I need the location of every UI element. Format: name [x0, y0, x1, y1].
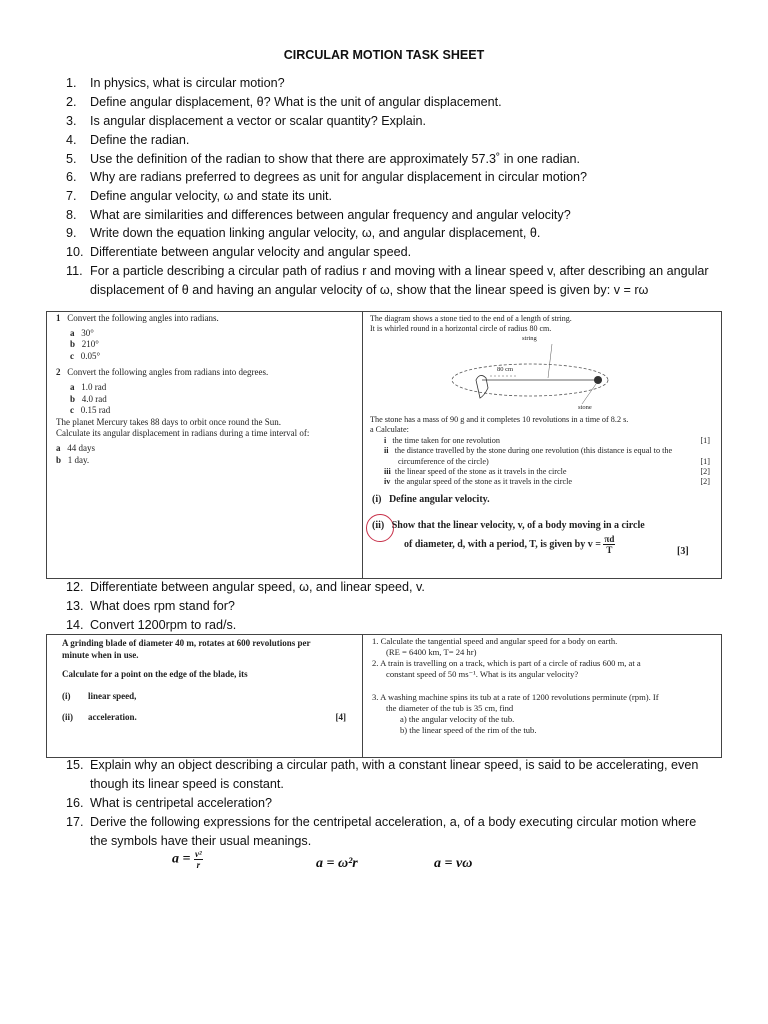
box2-right-border: [721, 634, 722, 758]
question-7: 7. Define angular velocity, ω and state its unit.: [66, 189, 333, 203]
box-right-border: [721, 311, 722, 579]
box-top-border: [46, 311, 722, 312]
question-17: 17. Derive the following expressions for the centripetal acceleration, a, of a body executing circular motion where the symbols have their usual meanings.: [66, 815, 697, 848]
radius-label: 80 cm: [497, 366, 514, 373]
stone-dot: [594, 376, 602, 384]
page-title: CIRCULAR MOTION TASK SHEET: [283, 48, 485, 62]
question-12: 12. Differentiate between angular speed, ω, and linear speed, v.: [66, 580, 425, 594]
whirling-stone-diagram: [440, 334, 620, 412]
string-label: string: [522, 335, 537, 342]
question-10: 10. Differentiate between angular velocity and angular speed.: [66, 245, 412, 259]
formula-v-omega: a = vω: [434, 856, 473, 871]
string-pointer: [548, 344, 552, 378]
box2-left-border: [46, 634, 47, 758]
box-left-border: [46, 311, 47, 579]
stone-exercise: The diagram shows a stone tied to the end of a length of string. It is whirled round in a horizontal circle of radius 80 cm.: [370, 314, 572, 333]
question-4: 4. Define the radian.: [66, 133, 190, 147]
question-14: 14. Convert 1200rpm to rad/s.: [66, 618, 237, 632]
question-9: 9. Write down the equation linking angular velocity, ω, and angular displacement, θ.: [66, 226, 541, 240]
question-16: 16. What is centripetal acceleration?: [66, 796, 273, 810]
question-15: 15. Explain why an object describing a circular path, with a constant linear speed, is said to be accelerating, even though its linear speed is constant.: [66, 758, 699, 791]
stone-pointer: [582, 384, 596, 404]
box2-divider: [362, 634, 363, 758]
formula-v-squared-over-r: a = $\frac{\text{v²}}{r}$: [172, 849, 202, 870]
question-1: 1. In physics, what is circular motion?: [66, 76, 285, 90]
question-11: 11. For a particle describing a circular path of radius r and moving with a linear speed v, after describing an angular displacement of θ and having an angular velocity of ω, show that the linear speed is given by: v = rω: [66, 264, 709, 297]
question-5: 5. Use the definition of the radian to show that there are approximately 57.3˚ in one radian.: [66, 152, 581, 166]
speed-exercises: 1. Calculate the tangential speed and angular speed for a body on earth. (RE = 6400 km, T= 24 hr) 2. A train is travelling on a track, which is part of a circle of radius 600 m, at a constant speed of 50 ms⁻¹. What is its angular velocity? 3. A washing machine spins its tub at a rate of 1200 revolutions perminute (rpm). If the diameter of the tub is 35 cm, find a) the angular velocity of the tub. b) the linear speed of the rim of the tub.: [372, 636, 659, 735]
formula-omega-squared-r: a = ω²r: [316, 856, 358, 871]
define-angular-velocity: (i) Define angular velocity.: [372, 494, 490, 505]
marks-3: [3]: [677, 546, 689, 557]
hand-icon: [476, 375, 488, 398]
fraction-pid-over-t: $\frac{\pi d}{T}$: [604, 534, 615, 555]
question-2: 2. Define angular displacement, θ? What is the unit of angular displacement.: [66, 95, 502, 109]
angles-exercise: 1 Convert the following angles into radians. a 30° b 210° c 0.05° 2 Convert the following angles from radians into degrees. a 1.0 rad b 4.0 rad c 0.15 rad The planet Mercury takes 88 days to orbit once round the Sun. Calculate its angular displacement in radians during a time interval of: a 44 days b 1 day.: [56, 313, 310, 465]
stone-label: stone: [578, 404, 592, 411]
show-linear-velocity: (ii) Show that the linear velocity, v, of a body moving in a circle of diameter, d, with a period, T, is given by v = $\frac{\pi d}{T}$: [372, 520, 645, 555]
grinding-blade-exercise: A grinding blade of diameter 40 m, rotates at 600 revolutions per minute when in use. Calculate for a point on the edge of the blade, its (i) linear speed, (ii) acceleration. [4]: [62, 638, 346, 723]
question-6: 6. Why are radians preferred to degrees as unit for angular displacement in circular motion?: [66, 170, 588, 184]
box2-top-border: [46, 634, 722, 635]
question-13: 13. What does rpm stand for?: [66, 599, 235, 613]
stone-questions: The stone has a mass of 90 g and it completes 10 revolutions in a time of 8.2 s. a Calculate: i the time taken for one revolution [1] ii the distance travelled by the stone during one revolution (this distance is equal to the circumference of the circle) [1] iii the linear speed of the stone as it travels in the circle [2] iv the angular speed of the stone as it travels in the circle [2]: [370, 415, 710, 487]
box-divider: [362, 311, 363, 579]
question-3: 3. Is angular displacement a vector or scalar quantity? Explain.: [66, 114, 427, 128]
question-8: 8. What are similarities and differences between angular frequency and angular velocity?: [66, 208, 571, 222]
